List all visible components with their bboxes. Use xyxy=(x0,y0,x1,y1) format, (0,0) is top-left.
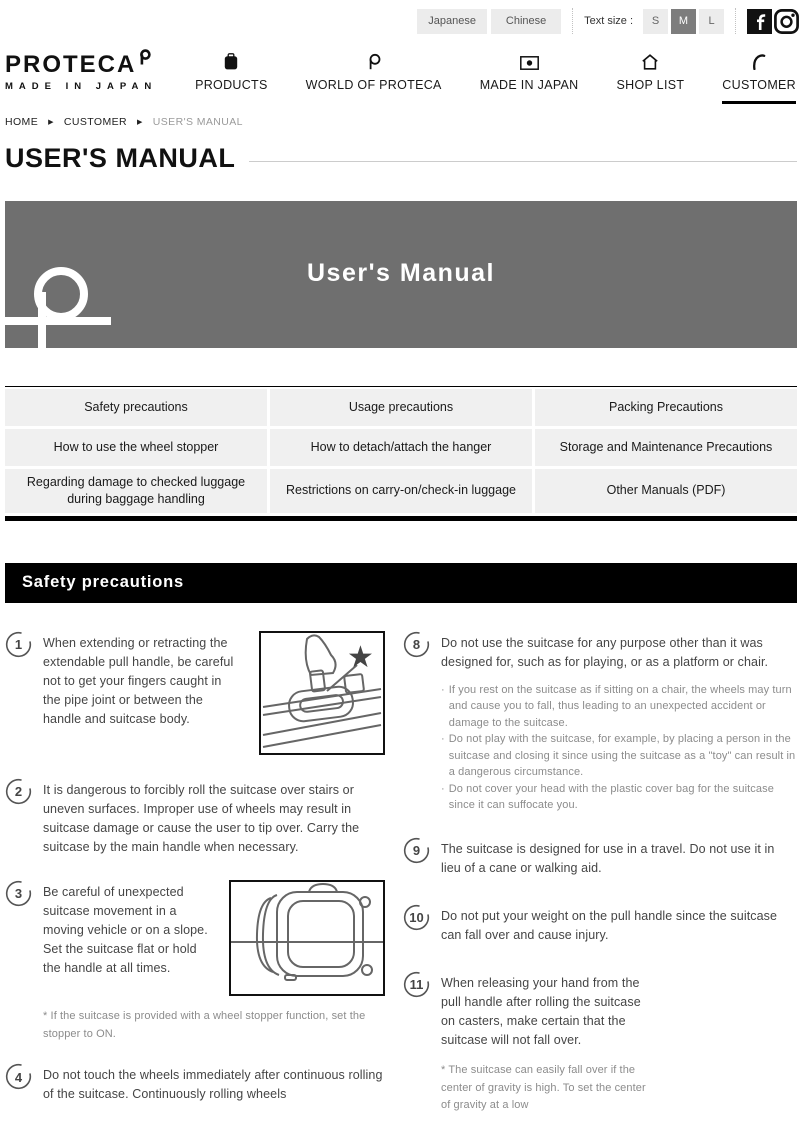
page-title: USER'S MANUAL xyxy=(5,143,236,173)
text-size-l-button[interactable]: L xyxy=(699,9,724,34)
lang-chinese-button[interactable]: Chinese xyxy=(491,9,561,34)
main-nav xyxy=(195,41,796,104)
social-links xyxy=(747,9,799,34)
bullet-text: · Do not cover your head with the plastic cover bag for the suitcase since it can suffocate you. xyxy=(448,782,774,812)
banner-title: User's Manual xyxy=(306,259,495,287)
item-number-badge: 4 xyxy=(5,1063,32,1090)
list-item-3 xyxy=(5,880,385,1044)
pull-handle-pinch-illustration xyxy=(259,631,385,755)
item-text: Be careful of unexpected suitcase movement in a moving vehicle or on a slope. Set the suitcase flat or hold the handle at all times. xyxy=(43,884,208,975)
nav-label: MADE IN JAPAN xyxy=(479,78,579,92)
facebook-icon[interactable] xyxy=(747,9,772,34)
item-text: When releasing your hand from the pull handle after rolling the suitcase on casters, make certain that the suitcase will not fall over. xyxy=(441,975,641,1047)
nav-label: SHOP LIST xyxy=(616,78,685,92)
list-item-9 xyxy=(403,837,797,878)
link-wheel-stopper[interactable]: How to use the wheel stopper xyxy=(5,429,267,466)
bullet-text: · If you rest on the suitcase as if sitting on a chair, the wheels may turn and cause you to fall, thus leading to an unexpected accident or damage to the suitcase. xyxy=(448,683,792,729)
nav-item-shop-list[interactable] xyxy=(617,53,685,104)
lang-japanese-button[interactable]: Japanese xyxy=(417,9,487,34)
manual-section-links xyxy=(5,386,797,521)
link-hanger[interactable]: How to detach/attach the hanger xyxy=(270,429,532,466)
item-sub-bullets xyxy=(441,682,797,814)
precautions-left-column xyxy=(5,631,385,1115)
item-note: * The suitcase can easily fall over if the center of gravity is high. To set the center of gravity at a low xyxy=(441,1063,646,1112)
suitcase-flat-illustration xyxy=(229,880,385,996)
item-note: * If the suitcase is provided with a wheel stopper function, set the stopper to ON. xyxy=(43,1009,366,1040)
page-title-row xyxy=(0,143,802,174)
nav-item-products[interactable] xyxy=(195,53,268,104)
text-size-label: Text size : xyxy=(584,15,633,27)
item-number-badge: 2 xyxy=(5,778,32,805)
grid-bottom-rule xyxy=(5,516,797,521)
divider xyxy=(572,8,573,34)
precautions-right-column xyxy=(403,631,797,1115)
nav-label: WORLD OF PROTECA xyxy=(305,78,442,92)
brand-tagline: MADE IN JAPAN xyxy=(5,81,158,92)
nav-label: CUSTOMER xyxy=(722,78,796,92)
svg-text:★: ★ xyxy=(347,640,374,674)
precautions-list xyxy=(0,631,802,1115)
breadcrumb-customer[interactable]: CUSTOMER xyxy=(63,116,127,128)
breadcrumb-arrow-icon xyxy=(137,118,143,126)
item-number-badge: 11 xyxy=(403,971,430,998)
link-storage-maintenance[interactable]: Storage and Maintenance Precautions xyxy=(535,429,797,466)
item-number-badge: 8 xyxy=(403,631,430,658)
item-number-badge: 9 xyxy=(403,837,430,864)
divider xyxy=(735,8,736,34)
title-rule xyxy=(249,161,797,162)
link-other-manuals-pdf[interactable]: Other Manuals (PDF) xyxy=(535,469,797,513)
item-text: Do not touch the wheels immediately after continuous rolling of the suitcase. Continuously rolling wheels xyxy=(43,1068,383,1102)
link-safety-precautions[interactable]: Safety precautions xyxy=(5,389,267,426)
list-item-1 xyxy=(5,631,385,755)
top-utility-bar xyxy=(0,0,802,41)
text-size-s-button[interactable]: S xyxy=(643,9,668,34)
item-number-badge: 1 xyxy=(5,631,32,658)
item-number-badge: 10 xyxy=(403,904,430,931)
p-mark-icon xyxy=(365,53,382,70)
link-checked-luggage-damage[interactable]: Regarding damage to checked luggage during baggage handling xyxy=(5,469,267,513)
bullet-text: · Do not play with the suitcase, for example, by placing a person in the suitcase and closing it since using the suitcase as a "toy" can result in a dangerous circumstance. xyxy=(448,733,796,779)
breadcrumb-home[interactable]: HOME xyxy=(5,116,39,128)
instagram-icon[interactable] xyxy=(774,9,799,34)
nav-item-customer[interactable] xyxy=(722,53,796,104)
proteca-logo[interactable] xyxy=(5,53,157,92)
nav-label: PRODUCTS xyxy=(195,78,268,92)
item-text: When extending or retracting the extendable pull handle, be careful not to get your fingers caught in the pipe joint or between the handle and suitcase body. xyxy=(43,635,234,726)
list-item-4 xyxy=(5,1063,385,1104)
breadcrumb-current-page: USER'S MANUAL xyxy=(152,116,243,128)
hero-banner xyxy=(5,201,797,348)
site-header xyxy=(0,41,802,104)
list-item-2 xyxy=(5,778,385,857)
link-usage-precautions[interactable]: Usage precautions xyxy=(270,389,532,426)
item-text: It is dangerous to forcibly roll the suitcase over stairs or uneven surfaces. Improper use of wheels may result in suitcase damage or cause the user to tip over. Carry the suitcase by the main handle when necessary. xyxy=(43,782,360,854)
text-size-m-button[interactable]: M xyxy=(671,9,696,34)
breadcrumb xyxy=(0,116,802,128)
sun-flag-icon xyxy=(520,53,539,70)
section-header-safety-precautions: Safety precautions xyxy=(5,563,797,603)
list-item-8 xyxy=(403,631,797,814)
p-mark-icon xyxy=(137,49,152,66)
item-number-badge: 3 xyxy=(5,880,32,907)
link-packing-precautions[interactable]: Packing Precautions xyxy=(535,389,797,426)
brand-wordmark: PROTECA xyxy=(5,51,137,78)
link-carry-on-restrictions[interactable]: Restrictions on carry-on/check-in luggage xyxy=(270,469,532,513)
phone-icon xyxy=(752,53,767,70)
nav-item-world-of-proteca[interactable] xyxy=(306,53,442,104)
item-text: Do not use the suitcase for any purpose other than it was designed for, such as for playing, or as a platform or chair. xyxy=(441,635,769,669)
list-item-10 xyxy=(403,904,797,945)
suitcase-icon xyxy=(224,53,238,70)
item-text: The suitcase is designed for use in a travel. Do not use it in lieu of a cane or walking aid. xyxy=(441,841,775,875)
nav-item-made-in-japan[interactable] xyxy=(480,53,579,104)
breadcrumb-arrow-icon xyxy=(48,118,54,126)
home-icon xyxy=(641,53,659,70)
item-text: Do not put your weight on the pull handle since the suitcase can fall over and cause injury. xyxy=(441,908,778,942)
list-item-11 xyxy=(403,971,797,1115)
